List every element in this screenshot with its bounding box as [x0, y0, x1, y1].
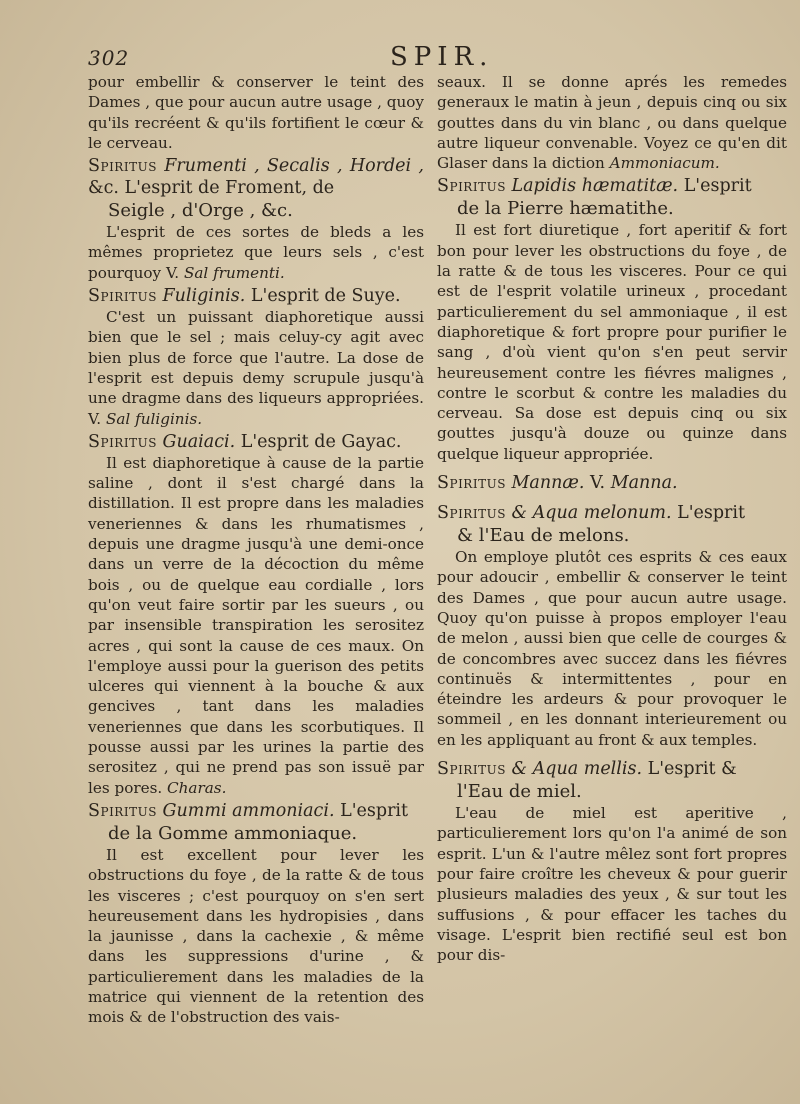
entry-heading	[437, 502, 787, 524]
latin-term: Mannæ.	[511, 473, 585, 494]
source-citation: Charas.	[167, 778, 227, 797]
headword: Spiritus	[437, 176, 506, 197]
latin-term: Guaiaci.	[162, 431, 236, 452]
french-term: L'esprit de Suye.	[245, 286, 401, 307]
headword: Spiritus	[88, 431, 157, 452]
latin-term: Gummi ammoniaci.	[162, 800, 335, 821]
entry-heading	[88, 800, 424, 822]
entry-frumenti	[88, 155, 424, 283]
cross-reference: Sal fuliginis.	[105, 409, 203, 428]
ampersand: &	[505, 759, 533, 780]
latin-term: Aqua melonum.	[532, 503, 672, 524]
entry-text: Il est diaphoretique à cause de la partie saline , dont il s'est chargé dans la distillation. Il est propre dans les maladies veneriennes & dans les rhumatismes , depuis une dragme jusqu'à une demi-once dans un verre de la décoction du même bois , ou de quelque eau cordialle , lors qu'on veut faire sortir par les sueurs , ou par insensible transpiration les serositez acres , qui sont la cause de ces maux. On l'employe aussi pour la guerison des petits ulceres qui viennent à la bouche & aux gencives , tant dans les maladies veneriennes que dans les scorbutiques. Il pousse aussi par les urines la partie des serositez , qui ne prend pas son issuë par les pores. Charas.	[88, 453, 424, 797]
entry-text: Il est excellent pour lever les obstructions du foye , de la ratte & de tous les visceres ; c'est pourquoy on s'en sert heureusement dans les hydropisies , dans la jaunisse , dans la cachexie , & même dans les suppressions d'urine , & particulierement dans les maladies de la matrice qui viennent de la retention des mois & de l'obstruction des vais-	[88, 845, 424, 1027]
headword: Spiritus	[437, 759, 506, 780]
french-term: L'esprit &	[642, 759, 737, 780]
entry-aqua-melonum	[437, 502, 787, 750]
entry-text: On employe plutôt ces esprits & ces eaux pour adoucir , embellir & conserver le teint des Dames , que pour aucun autre usage. Quoy qu'on puisse à propos employer l'eau de melon , aussi bien que celle de courges & de concombres avec succez dans les fiévres continuës & intermittentes , pour en éteindre les ardeurs & pour provoquer le sommeil , en les donnant interieurement ou en les appliquant au front & aux temples.	[437, 548, 787, 749]
headword: Spiritus	[88, 286, 157, 307]
paragraph: seaux. Il se donne aprés les remedes generaux le matin à jeun , depuis cinq ou six gouttes dans du vin blanc , ou dans quelque autre liqueur convenable. Voyez ce qu'en dit Glaser dans la diction Ammoniacum.	[437, 73, 787, 173]
entry-fuliginis	[88, 285, 424, 429]
entry-heading-continuation: de la Gomme ammoniaque.	[108, 822, 358, 844]
entry-gummi-ammoniaci	[88, 800, 424, 1028]
headword: Spiritus	[437, 473, 506, 494]
headword: Spiritus	[437, 503, 506, 524]
left-column	[88, 72, 424, 1028]
paragraph: pour embellir & conserver le teint des Dames , que pour aucun autre usage , quoy qu'ils recréent & qu'ils fortifient le cœur & le cerveau.	[88, 73, 424, 152]
entry-heading-continuation: Seigle , d'Orge , &c.	[108, 200, 293, 222]
entry-heading: Spiritus Mannæ. V. Manna.	[437, 473, 678, 494]
entry-heading-continuation: de la Pierre hæmatithe.	[457, 198, 674, 220]
entry-text: L'eau de miel est aperitive , particulierement lors qu'on l'a animé de son esprit. L'un & l'autre mêlez sont fort propres pour faire croître les cheveux & pour guerir plusieurs maladies des yeux , & sur tout les suffusions , & pour effacer les taches du visage. L'esprit bien rectifié seul est bon pour dis-	[437, 804, 787, 965]
right-column	[437, 72, 787, 965]
latin-term: Aqua mellis.	[532, 759, 643, 780]
french-term: &c. L'esprit de Froment, de	[88, 178, 335, 199]
french-term: L'esprit	[334, 800, 409, 821]
entry-text: C'est un puissant diaphoretique aussi bien que le sel ; mais celuy-cy agit avec bien plus de force que l'autre. La dose de l'esprit est depuis demy scrupule jusqu'à une dragme dans des liqueurs appropriées. V. Sal fuliginis.	[88, 308, 424, 428]
entry-heading	[88, 285, 424, 307]
entry-heading	[437, 758, 787, 780]
french-term: L'esprit	[678, 176, 752, 197]
entry-mannae	[437, 472, 787, 494]
cross-reference: Ammoniacum.	[609, 154, 720, 173]
entry-text: Il est fort diuretique , fort aperitif & fort bon pour lever les obstructions du foye , de la ratte & de tous les visceres. Pour ce qui est de l'esprit volatile urineux , procedant particulierement du sel ammoniaque , il est diaphoretique & fort propre pour purifier le sang , d'où vient qu'on s'en peut servir heureusement contre les fiévres malignes , contre le scorbut & contre les maladies du cerveau. Sa dose est depuis cinq ou six gouttes jusqu'à douze ou quinze dans quelque liqueur appropriée.	[437, 221, 787, 463]
entry-heading	[88, 155, 424, 199]
entry-aqua-mellis	[437, 758, 787, 965]
page-header	[88, 42, 778, 76]
latin-term: Lapidis hæmatitæ.	[511, 176, 679, 197]
entry-heading-continuation: & l'Eau de melons.	[457, 525, 630, 547]
entry-guaiaci	[88, 431, 424, 798]
running-title: SPIR.	[390, 42, 494, 72]
entry-text: L'esprit de ces sortes de bleds a les mêmes proprietez que leurs sels , c'est pourquoy V. Sal frumenti.	[88, 223, 424, 282]
headword: Spiritus	[88, 800, 157, 821]
cross-reference: Manna.	[610, 473, 678, 494]
entry-heading	[88, 431, 424, 453]
french-term: L'esprit de Gayac.	[235, 431, 402, 452]
entry-lapidis-haematitae	[437, 175, 787, 464]
page-number: 302	[88, 46, 130, 70]
latin-term: Fuliginis.	[162, 286, 246, 307]
headword: Spiritus	[88, 156, 157, 177]
latin-term: Frumenti , Secalis , Hordei ,	[164, 156, 424, 177]
cross-reference: Sal frumenti.	[183, 263, 285, 282]
entry-heading-continuation: l'Eau de miel.	[457, 781, 582, 803]
entry-heading	[437, 175, 787, 197]
french-term: L'esprit	[671, 503, 746, 524]
ampersand: &	[505, 503, 533, 524]
